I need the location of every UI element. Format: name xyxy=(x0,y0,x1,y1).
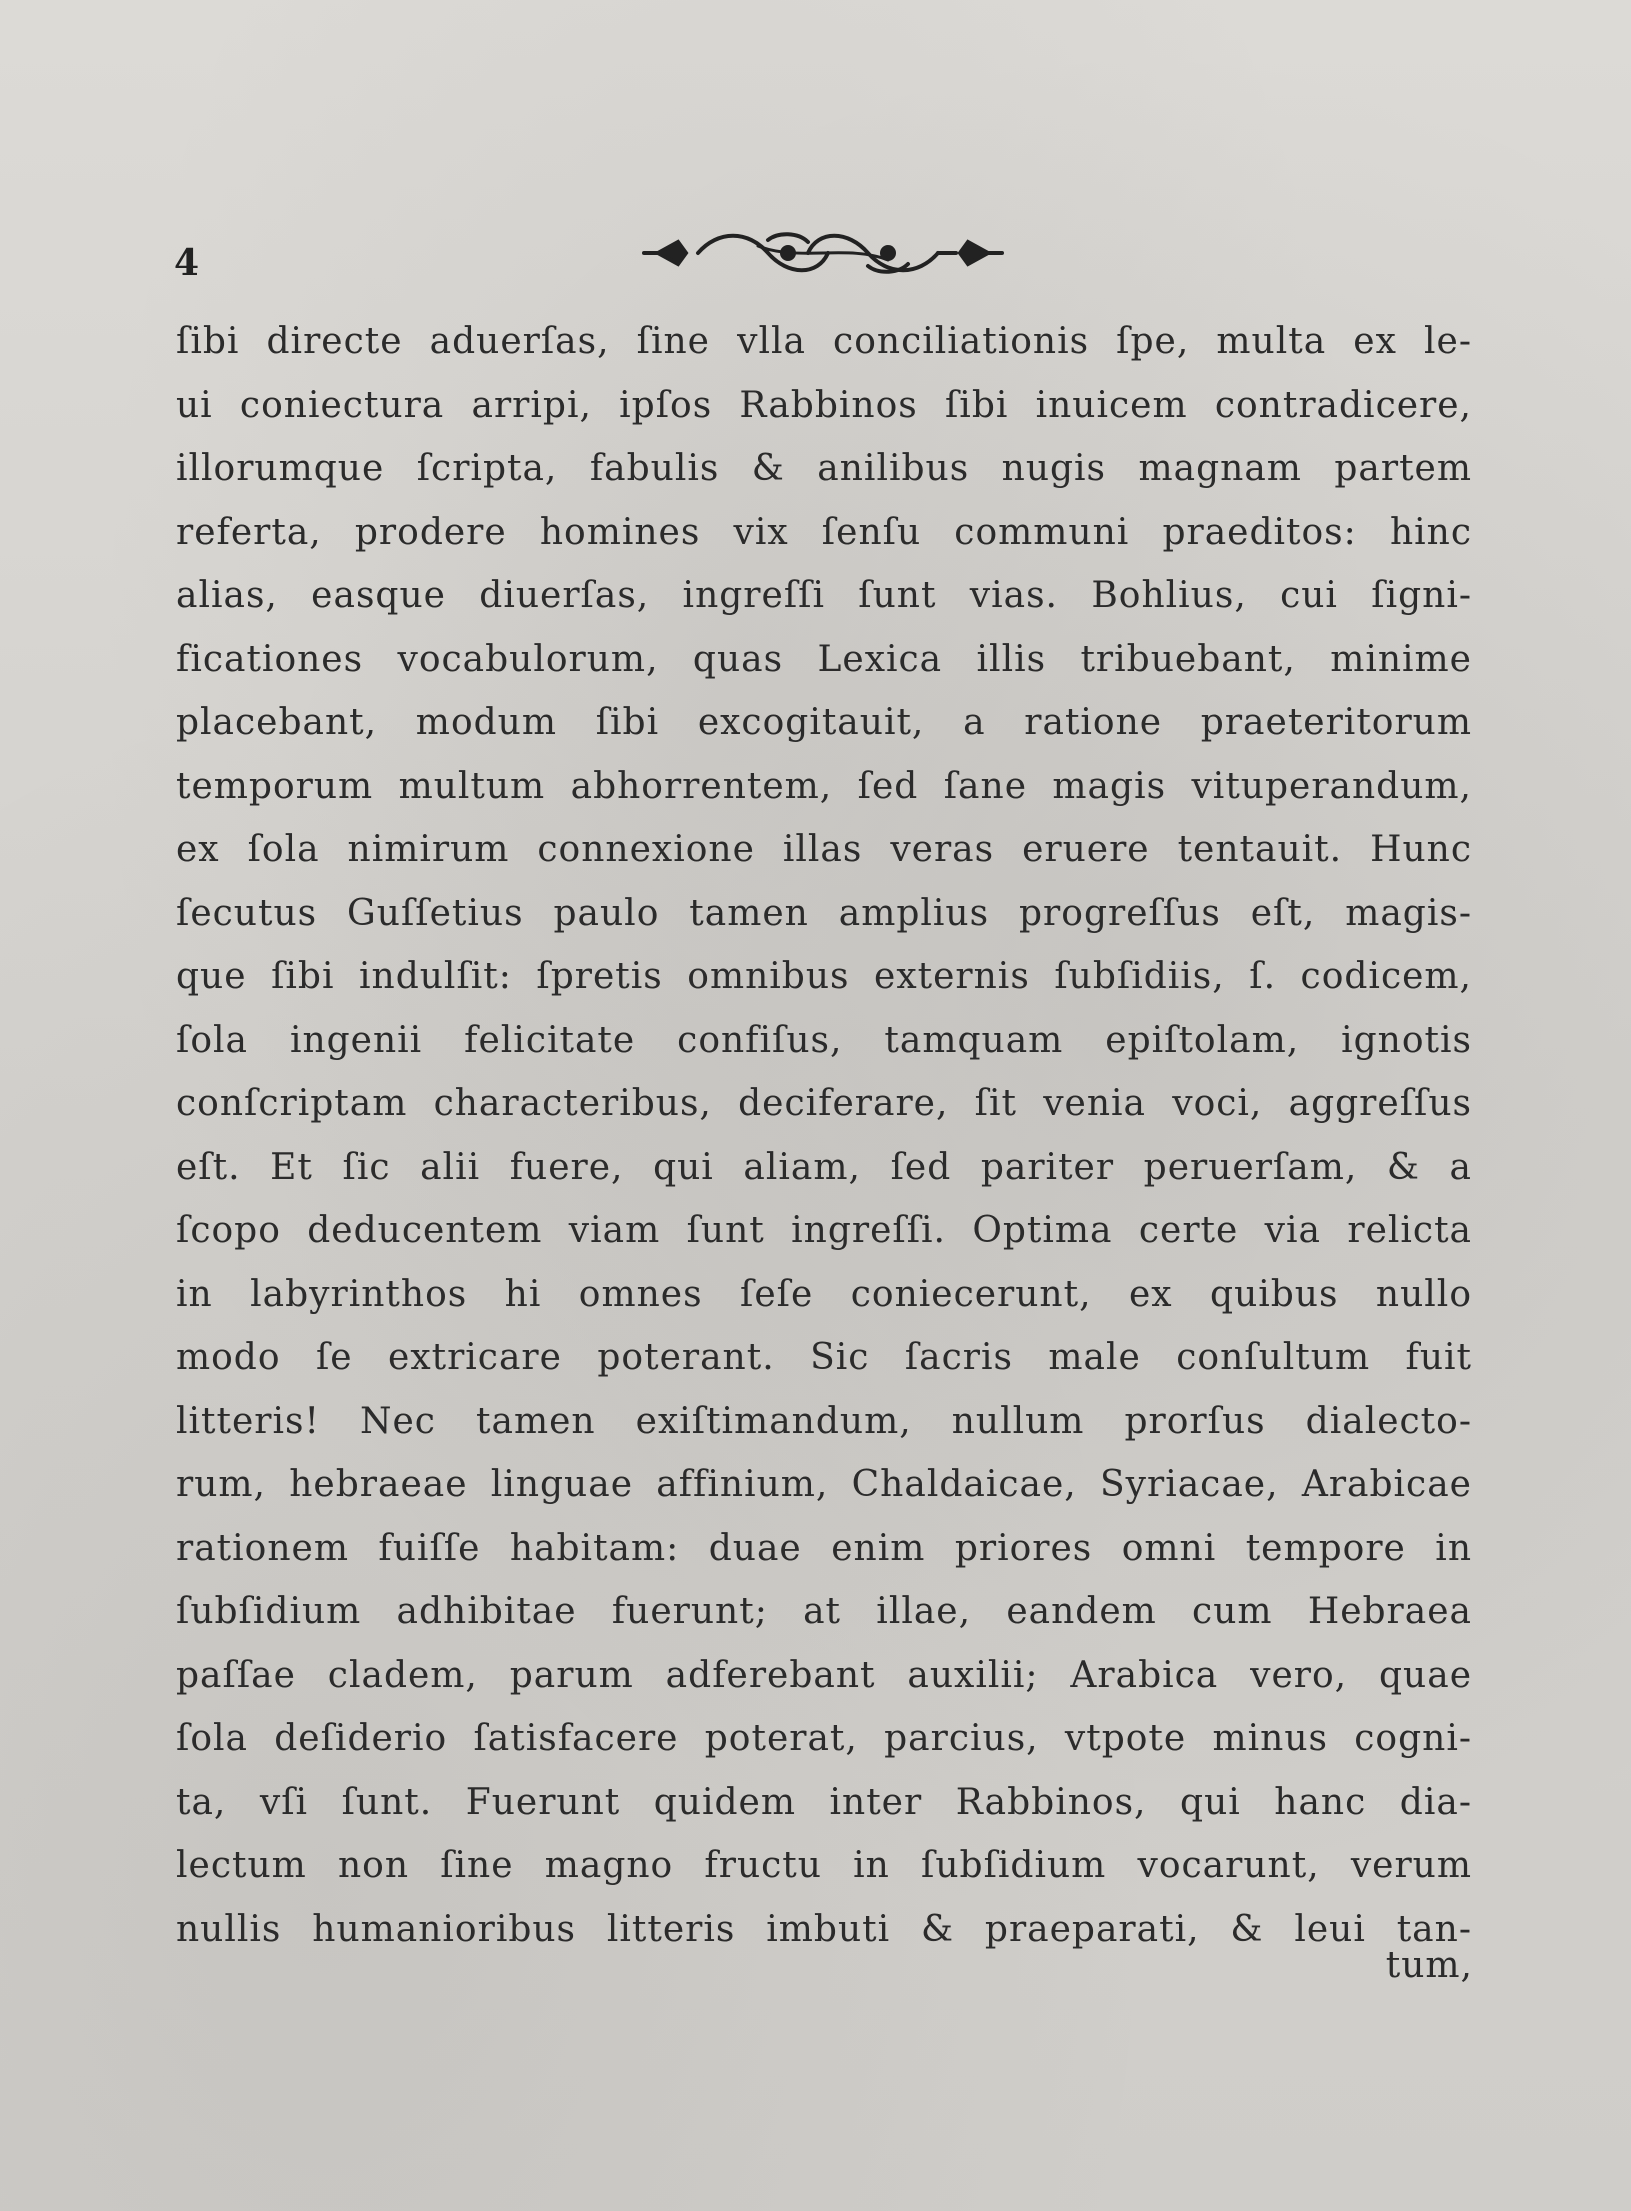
fleuron-headpiece-icon xyxy=(638,222,1008,284)
text-line: ſcopo deducentem viam ſunt ingreſſi. Optima certe via relicta xyxy=(176,1210,1472,1251)
text-line: ficationes vocabulorum, quas Lexica illis tribuebant, minime xyxy=(176,638,1472,680)
text-line: que ſibi indulſit: ſpretis omnibus externis ſubſidiis, ſ. codicem, xyxy=(176,956,1472,997)
text-line: alias, easque diuerſas, ingreſſi ſunt vias. Bohlius, cui ſigni- xyxy=(176,575,1472,616)
text-line: ſibi directe aduerſas, ſine vlla conciliationis ſpe, multa ex le- xyxy=(176,321,1472,362)
body-text xyxy=(176,310,1472,1961)
text-line: temporum multum abhorrentem, ſed ſane magis vituperandum, xyxy=(176,765,1472,807)
text-line: nullis humanioribus litteris imbuti & praeparati, & leui tan- xyxy=(176,1908,1472,1950)
text-line: ſola deſiderio ſatisfacere poterat, parcius, vtpote minus cogni- xyxy=(176,1718,1472,1759)
text-line: litteris! Nec tamen exiſtimandum, nullum prorſus dialecto- xyxy=(176,1400,1472,1442)
text-line: ta, vſi ſunt. Fuerunt quidem inter Rabbinos, qui hanc dia- xyxy=(176,1781,1472,1823)
catchword: tum, xyxy=(1385,1945,1473,1986)
text-line: ſubſidium adhibitae fuerunt; at illae, eandem cum Hebraea xyxy=(176,1591,1472,1632)
text-line: placebant, modum ſibi excogitauit, a ratione praeteritorum xyxy=(176,702,1472,743)
text-line: rum, hebraeae linguae affinium, Chaldaicae, Syriacae, Arabicae xyxy=(176,1464,1472,1505)
text-line: referta, prodere homines vix ſenſu communi praeditos: hinc xyxy=(176,511,1472,553)
page-number: 4 xyxy=(174,242,200,284)
text-line: rationem fuiſſe habitam: duae enim priores omni tempore in xyxy=(176,1527,1472,1569)
text-line: eſt. Et ſic alii fuere, qui aliam, ſed pariter peruerſam, & a xyxy=(176,1146,1472,1188)
text-line: illorumque ſcripta, fabulis & anilibus nugis magnam partem xyxy=(176,448,1472,489)
text-line: paſſae cladem, parum adferebant auxilii; Arabica vero, quae xyxy=(176,1654,1472,1696)
text-line: in labyrinthos hi omnes ſeſe coniecerunt, ex quibus nullo xyxy=(176,1273,1472,1315)
text-line: lectum non ſine magno fructu in ſubſidium vocarunt, verum xyxy=(176,1845,1472,1886)
text-line: ex ſola nimirum connexione illas veras eruere tentauit. Hunc xyxy=(176,829,1472,870)
text-line: ui coniectura arripi, ipſos Rabbinos ſibi inuicem contradicere, xyxy=(176,384,1472,426)
text-line: ſola ingenii felicitate confiſus, tamquam epiſtolam, ignotis xyxy=(176,1019,1472,1061)
text-line: conſcriptam characteribus, deciferare, ſit venia voci, aggreſſus xyxy=(176,1083,1472,1124)
text-line: ſecutus Guſſetius paulo tamen amplius progreſſus eſt, magis- xyxy=(176,892,1472,934)
text-line: modo ſe extricare poterant. Sic ſacris male conſultum fuit xyxy=(176,1337,1472,1378)
